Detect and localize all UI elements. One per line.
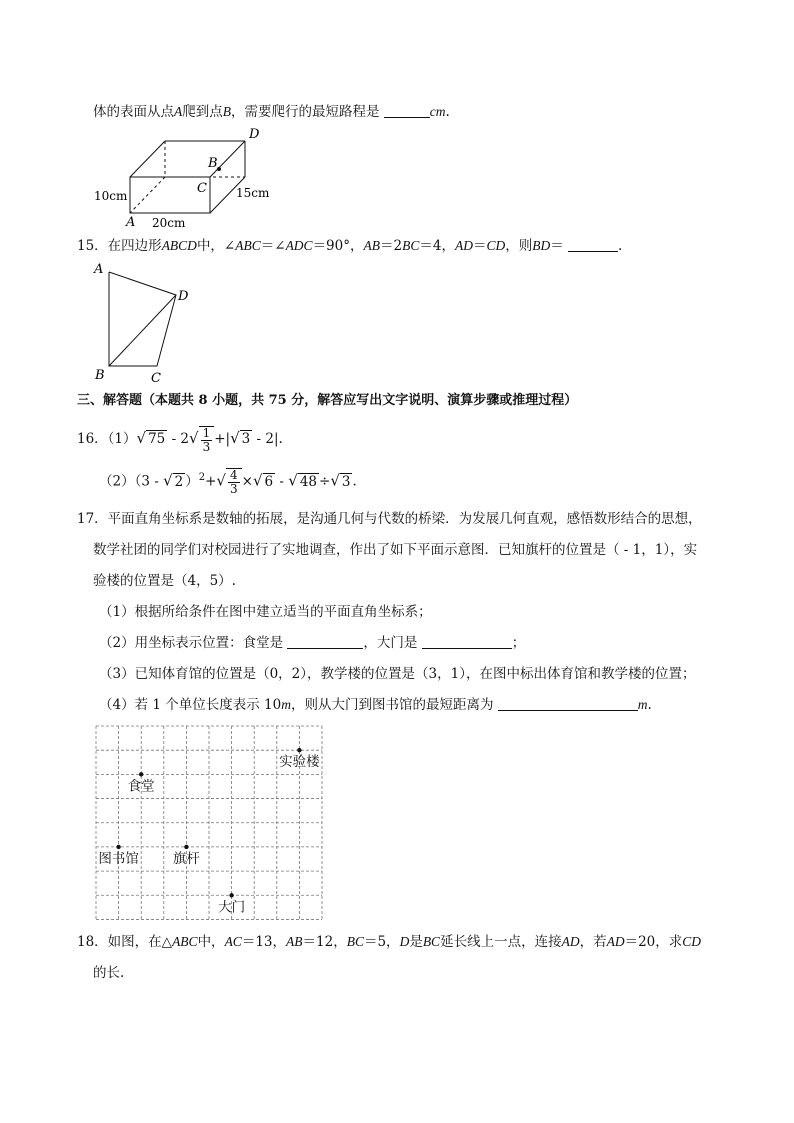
- q16-p2-end: .: [352, 473, 357, 490]
- q18-t8: ，若: [579, 934, 607, 950]
- sqrt-symbol: √: [230, 429, 240, 447]
- q16-p2-times: ×: [241, 473, 253, 490]
- q15-end: .: [618, 238, 623, 254]
- campus-grid-map: [95, 725, 325, 920]
- q17-sub4: [99, 696, 652, 714]
- sqrt-symbol: √: [216, 471, 226, 490]
- sqrt-symbol: √: [163, 471, 173, 490]
- q16-p1-tail: - 2|.: [252, 431, 283, 447]
- sqrt-symbol: √: [330, 471, 340, 490]
- q16-p1-r1: 75: [148, 431, 166, 447]
- q18-t1: 18．如图，在△: [77, 934, 173, 950]
- label-c: C: [151, 371, 161, 386]
- q14-unit: cm: [429, 104, 446, 119]
- frac-num: 1: [202, 425, 211, 440]
- q16-p1-frac: [199, 426, 215, 454]
- q18-d: D: [399, 934, 410, 949]
- dim-width: 20cm: [152, 216, 186, 230]
- q18-cd: CD: [682, 934, 702, 949]
- q15-ab: AB: [363, 238, 380, 253]
- gate-answer-blank[interactable]: [422, 634, 512, 649]
- q15-angle2: ADC: [285, 238, 313, 253]
- cuboid-figure: [88, 125, 288, 235]
- q17-s2b: ，大门是: [363, 635, 418, 651]
- q16-p2-div: ÷: [319, 473, 331, 490]
- q17-line1: 17．平面直角坐标系是数轴的拓展，是沟通几何与代数的桥梁．为发展几何直观，感悟数形结合的思想，: [77, 511, 702, 527]
- q14-text-c: ，需要爬行的最短路程是: [231, 104, 380, 120]
- location-point[interactable]: [116, 845, 120, 849]
- q14-text: [93, 103, 450, 121]
- q17-s4m: m: [281, 697, 291, 712]
- location-label: 大门: [218, 899, 246, 916]
- q17-line3: 验楼的位置是（4，5）.: [93, 573, 236, 589]
- label-d: D: [249, 127, 260, 142]
- location-label: 旗杆: [172, 850, 200, 867]
- q18-bc2: BC: [422, 934, 441, 949]
- q17-s4end: .: [647, 697, 652, 713]
- q16-p2-frac: [226, 468, 242, 496]
- q17-s2c: ；: [511, 635, 526, 651]
- q17-line2: 数学社团的同学们对校园进行了实地调查，作出了如下平面示意图．已知旗杆的位置是（ - 1，1），实: [93, 542, 698, 558]
- sqrt-symbol: √: [252, 471, 263, 490]
- q15-cd: CD: [486, 238, 506, 253]
- q17-s2a: （2）用坐标表示位置：食堂是: [99, 635, 284, 651]
- q15-t1: 中，∠: [196, 238, 236, 254]
- q18-t6: 是: [409, 934, 423, 950]
- q17-s4unit: m: [637, 697, 648, 712]
- q16-p2-r2: 6: [264, 473, 274, 490]
- q15-answer-blank[interactable]: [568, 237, 618, 252]
- q16-p1-prefix: 16．（1）: [77, 431, 137, 447]
- section-heading: 三、解答题（本题共 8 小题，共 75 分，解答应写出文字说明、演算步骤或推理过程）: [77, 393, 578, 408]
- q16-p1-plus: +|: [214, 431, 231, 447]
- location-point[interactable]: [297, 748, 301, 752]
- q16-p2-close: ）: [185, 473, 199, 490]
- q18-t5: ＝5，: [363, 934, 400, 950]
- q15-quad: ABCD: [161, 238, 197, 253]
- q18-ac: AC: [224, 934, 242, 949]
- q14-answer-blank[interactable]: [384, 103, 430, 118]
- q18-t4: ＝12，: [302, 934, 347, 950]
- dim-depth: 15cm: [236, 186, 270, 200]
- q15-t8: ＝: [550, 238, 564, 254]
- frac-den: 3: [229, 482, 238, 496]
- q18-t9: ＝20，求: [624, 934, 683, 950]
- q15-t2: ＝∠: [260, 238, 286, 254]
- q15-t7: ，则: [505, 238, 533, 254]
- location-label: 图书馆: [98, 850, 139, 867]
- q18-line2: 的长.: [93, 965, 125, 981]
- frac-den: 3: [202, 439, 211, 454]
- label-b: B: [208, 156, 218, 171]
- q17-sub1: （1）根据所给条件在图中建立适当的平面直角坐标系；: [99, 604, 432, 620]
- q15-t4: ＝2: [380, 238, 403, 254]
- q18-bc: BC: [346, 934, 364, 949]
- q16-p2-plus: +: [205, 473, 217, 490]
- q16-p2-exp: 2: [198, 472, 206, 483]
- q14-end: .: [445, 104, 450, 120]
- q17-sub2: [99, 634, 525, 652]
- q18-t2: 中，: [197, 934, 225, 950]
- q15-num: 15．在四边形: [77, 238, 162, 254]
- q15-bd: BD: [532, 238, 551, 253]
- q15-text: [77, 237, 622, 255]
- location-point[interactable]: [184, 845, 188, 849]
- sqrt-symbol: √: [288, 471, 298, 490]
- point-a: A: [174, 104, 183, 119]
- location-point[interactable]: [229, 893, 233, 897]
- q16-p2-r3: 48: [299, 473, 317, 490]
- distance-answer-blank[interactable]: [498, 696, 638, 711]
- q18-t3: ＝13，: [241, 934, 287, 950]
- q16-part2: [99, 465, 357, 496]
- q18-t7: 延长线上一点，连接: [440, 934, 562, 950]
- label-a: A: [94, 262, 104, 277]
- q15-t6: ＝: [472, 238, 487, 254]
- q15-t3: ＝90°，: [312, 238, 364, 254]
- q16-part1: [77, 425, 283, 454]
- q16-p2-r4: 3: [341, 473, 351, 490]
- frac-num: 4: [229, 468, 238, 482]
- q17-sub3: （3）已知体育馆的位置是（0，2），教学楼的位置是（3，1），在图中标出体育馆和教学楼的位置；: [99, 666, 696, 682]
- sqrt-symbol: √: [189, 429, 199, 447]
- dim-height: 10cm: [94, 189, 128, 203]
- q18-ad2: AD: [606, 934, 625, 949]
- q16-p1-r2: 3: [241, 431, 251, 447]
- q16-p2-r1: 2: [174, 473, 184, 490]
- q18-line1: [77, 933, 701, 951]
- label-c: C: [197, 181, 207, 196]
- quadrilateral-figure: [88, 258, 208, 388]
- q15-t5: ＝4，: [419, 238, 455, 254]
- location-label: 实验楼: [279, 754, 320, 771]
- q15-angle1: ABC: [235, 238, 261, 253]
- q18-tri: ABC: [172, 934, 198, 949]
- canteen-answer-blank[interactable]: [287, 634, 363, 649]
- label-d: D: [178, 289, 189, 304]
- q17-s4a: （4）若 1 个单位长度表示 10: [99, 697, 282, 713]
- sqrt-symbol: √: [136, 429, 147, 447]
- q16-p2-minus: -: [275, 473, 289, 490]
- q14-text-b: 爬到点: [182, 104, 223, 120]
- location-label: 食堂: [127, 778, 155, 795]
- q18-ab: AB: [286, 934, 303, 949]
- q16-p1-minus: - 2: [167, 431, 190, 447]
- q15-ad: AD: [454, 238, 473, 253]
- point-b: B: [222, 104, 231, 119]
- q17-s4b: ，则从大门到图书馆的最短距离为: [290, 697, 494, 713]
- label-a: A: [126, 215, 136, 230]
- q15-bc: BC: [402, 238, 420, 253]
- label-b: B: [95, 368, 105, 383]
- q14-text-a: 体的表面从点: [93, 104, 174, 120]
- q16-p2-prefix: （2）（3 -: [99, 473, 164, 490]
- q18-ad: AD: [561, 934, 580, 949]
- location-point[interactable]: [139, 772, 143, 776]
